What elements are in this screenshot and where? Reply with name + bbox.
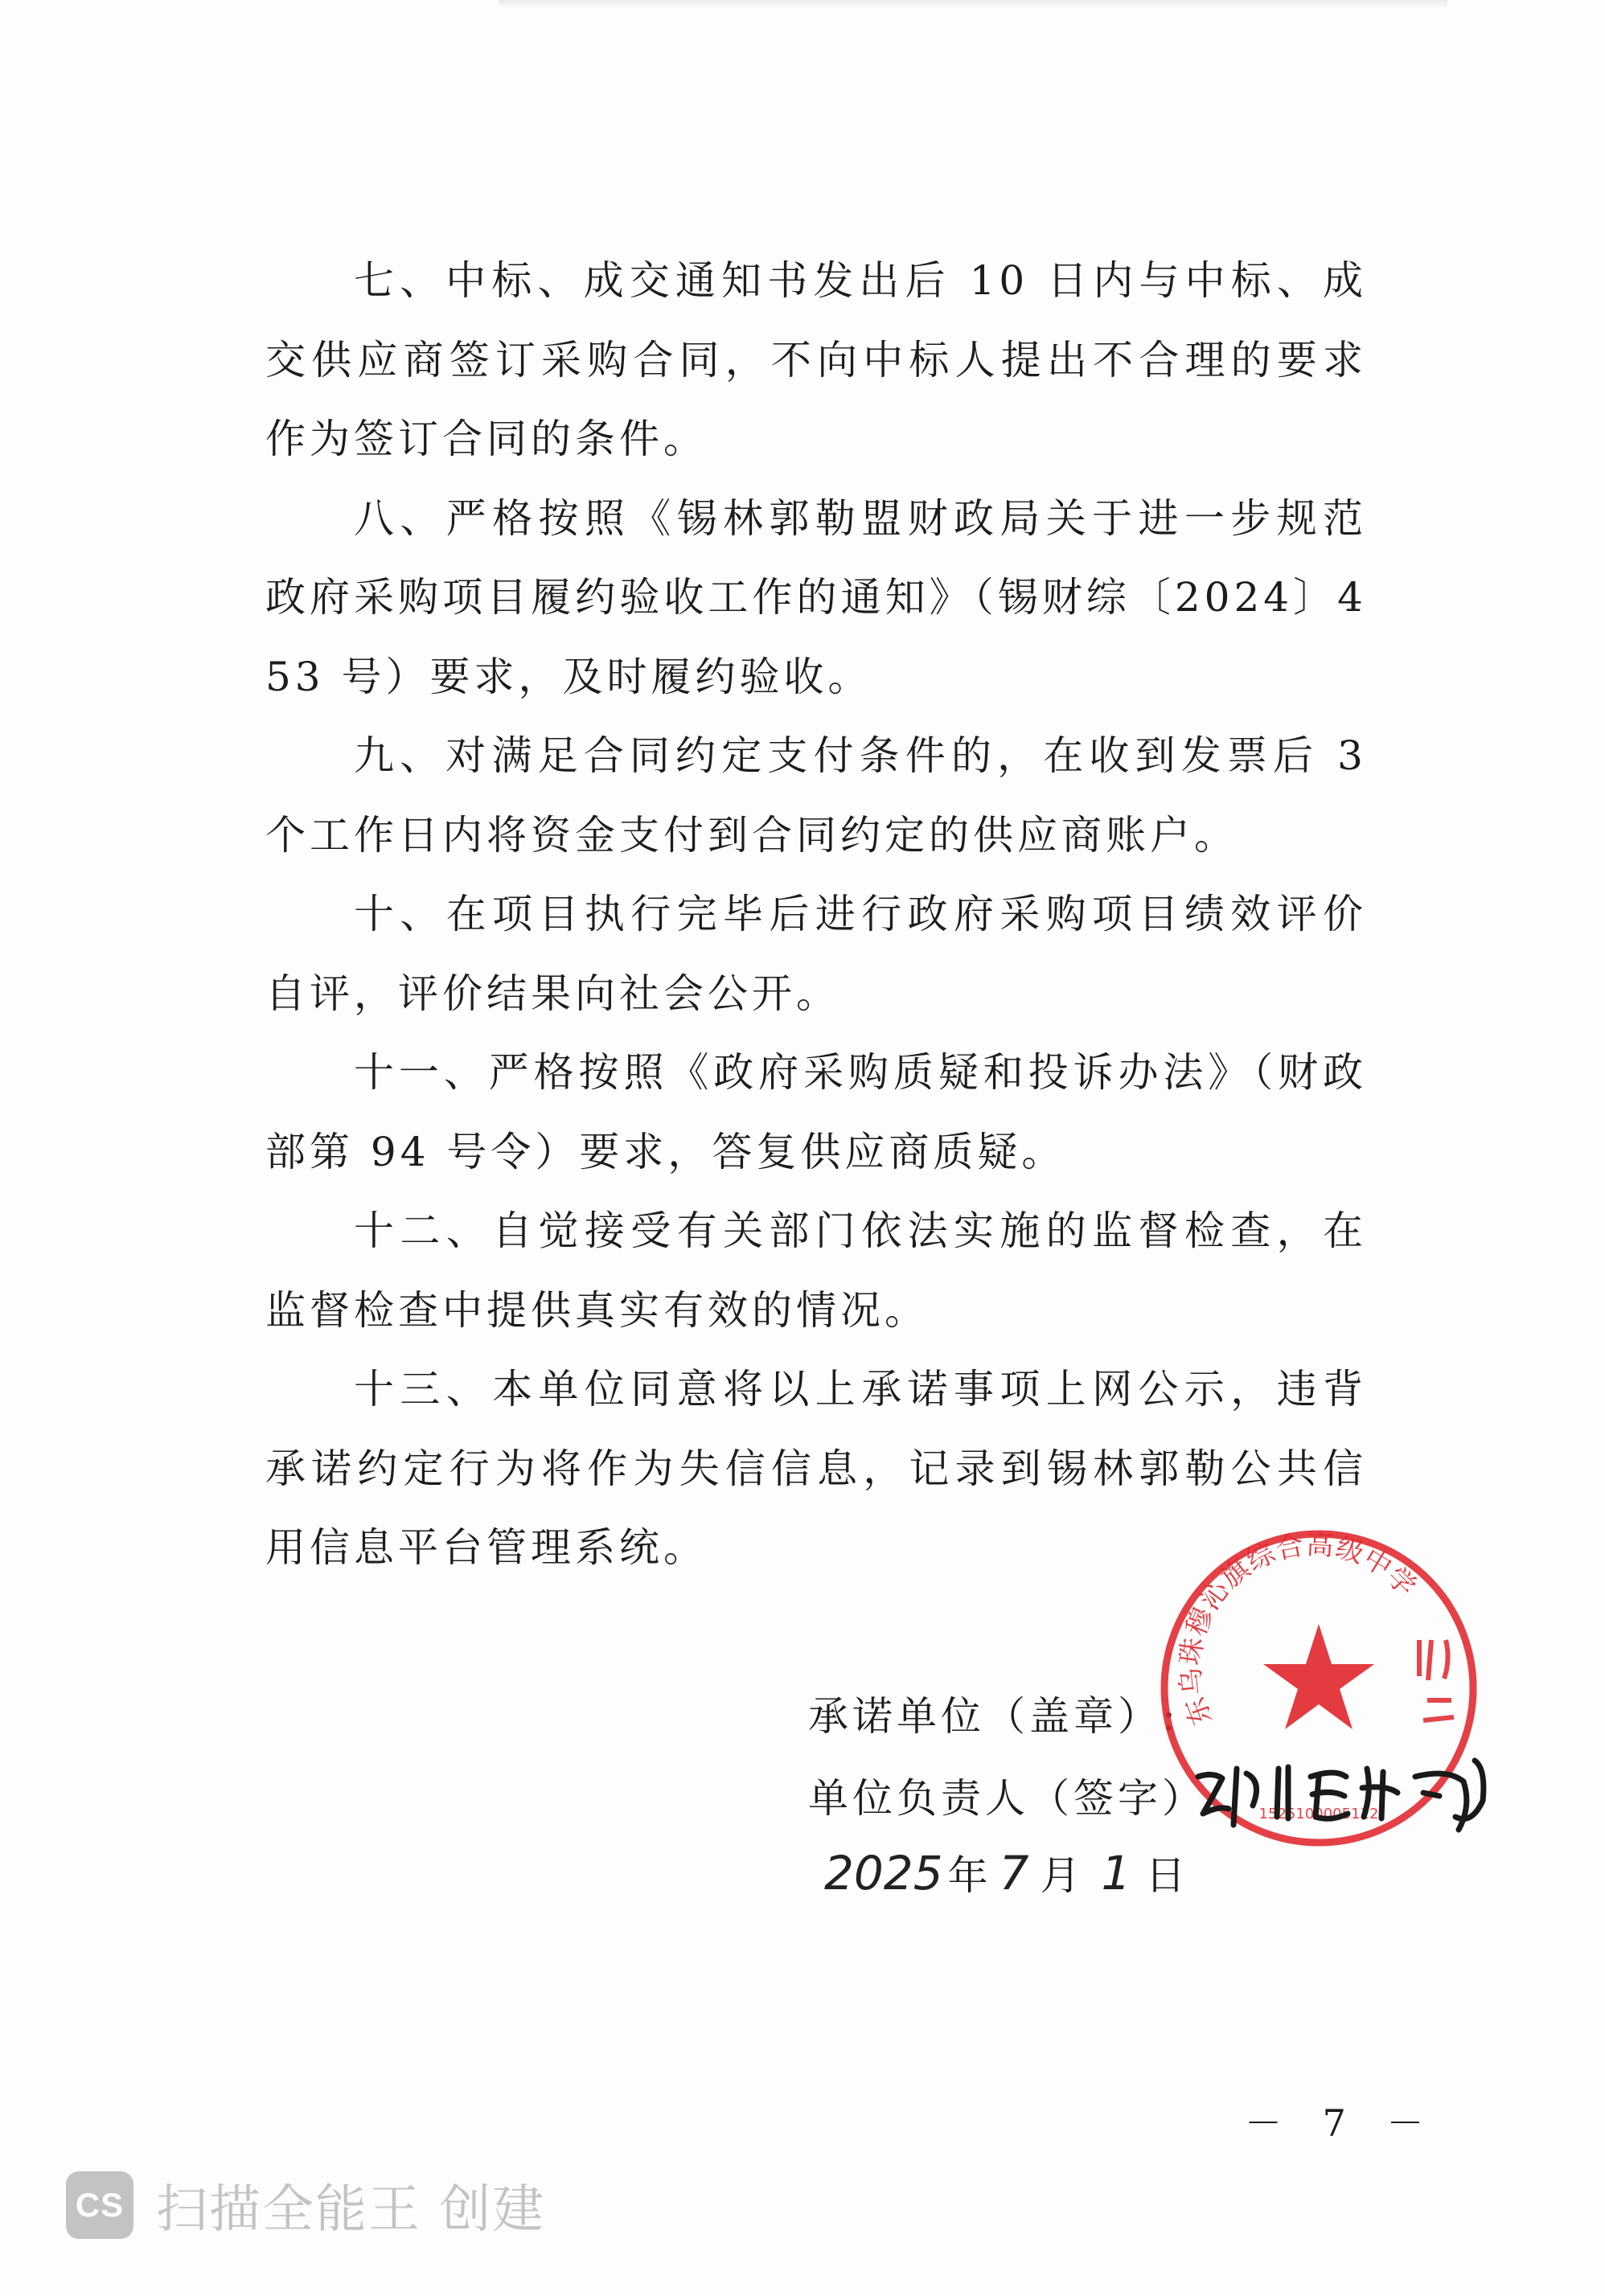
date-day-char: 日: [1145, 1852, 1186, 1899]
commitment-unit-label: 承诺单位（盖章）:: [808, 1693, 1180, 1740]
seal-star-icon: [1263, 1624, 1374, 1729]
scanner-watermark: [66, 2171, 545, 2240]
watermark-text: 扫描全能王 创建: [156, 2180, 546, 2240]
scan-edge-shadow: [499, 0, 1447, 8]
date-month-char: 月: [1040, 1852, 1081, 1899]
date-year-handwritten: 2025: [824, 1846, 943, 1900]
paragraph-item-9: 九、对满足合同约定支付条件的，在收到发票后 3 个工作日内将资金支付到合同约定的供应商账户。: [265, 732, 1367, 859]
paragraph-item-10: 十、在项目执行完毕后进行政府采购项目绩效评价自评，评价结果向社会公开。: [265, 891, 1367, 1017]
paragraph-item-8: 八、严格按照《锡林郭勒盟财政局关于进一步规范政府采购项目履约验收工作的通知》（锡财综〔2024〕453 号）要求，及时履约验收。: [265, 494, 1367, 700]
paragraph-item-12: 十二、自觉接受有关部门依法实施的监督检查，在监督检查中提供真实有效的情况。: [265, 1207, 1367, 1334]
camscanner-logo-icon: CS: [66, 2171, 133, 2239]
signing-date: [824, 1846, 1186, 1900]
page-number: － 7 －: [1245, 2101, 1439, 2145]
commitment-body: [265, 241, 1367, 1588]
paragraph-item-13: 十三、本单位同意将以上承诺事项上网公示，违背承诺约定行为将作为失信信息，记录到锡林郭勒公共信用信息平台管理系统。: [265, 1366, 1367, 1571]
paragraph-item-7: 七、中标、成交通知书发出后 10 日内与中标、成交供应商签订采购合同，不向中标人提出不合理的要求作为签订合同的条件。: [265, 257, 1367, 462]
date-day-handwritten: 1: [1101, 1846, 1131, 1900]
unit-leader-label: 单位负责人（签字）:: [808, 1775, 1224, 1822]
paragraph-item-11: 十一、严格按照《政府采购质疑和投诉办法》（财政部第 94 号令）要求，答复供应商质疑。: [265, 1049, 1367, 1175]
date-month-handwritten: 7: [999, 1846, 1029, 1900]
handwritten-signature-icon: [1190, 1745, 1496, 1841]
seal-text: 东乌珠穆沁旗综合高级中学: [1174, 1528, 1423, 1730]
seal-number: 1525100005112: [1258, 1806, 1379, 1822]
date-year-char: 年: [947, 1852, 988, 1899]
